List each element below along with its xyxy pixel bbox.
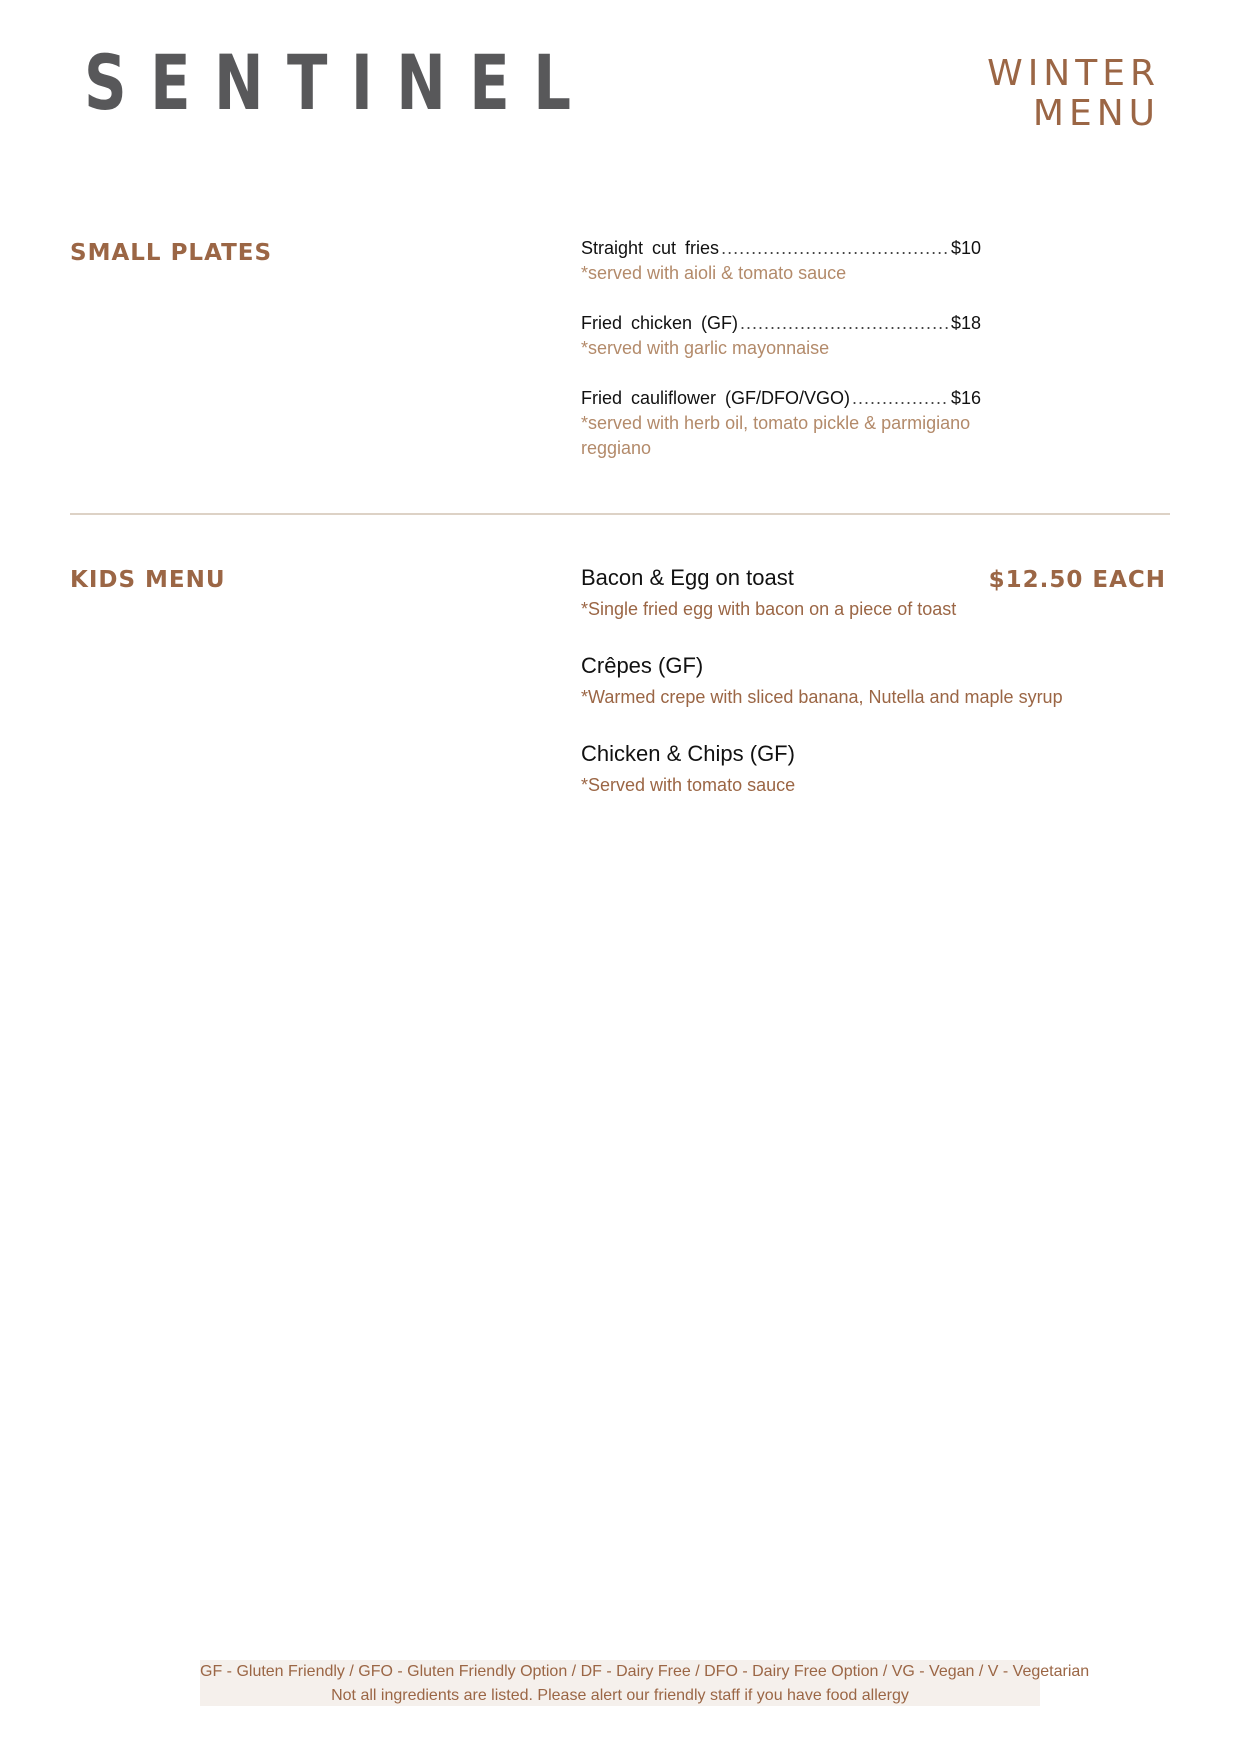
item-name: Fried cauliflower (GF/DFO/VGO)	[581, 388, 851, 408]
kids-item-name: Chicken & Chips (GF)	[581, 741, 795, 766]
section-title-small-plates: SMALL PLATES	[70, 240, 273, 266]
kids-item-description: *Warmed crepe with sliced banana, Nutella and maple syrup	[581, 687, 1063, 707]
allergy-note: Not all ingredients are listed. Please alert our friendly staff if you have food allergy	[331, 1687, 909, 1704]
kids-item-description: *Single fried egg with bacon on a piece of toast	[581, 599, 957, 619]
brand-logo: SENTINEL	[84, 38, 595, 127]
item-price: $18	[950, 313, 981, 333]
kids-item-name: Bacon & Egg on toast	[581, 565, 794, 590]
menu-item	[581, 385, 981, 461]
section-title-kids-menu: KIDS MENU	[70, 567, 226, 593]
dot-leader	[852, 385, 949, 411]
dot-leader	[721, 235, 949, 261]
kids-item-name: Crêpes (GF)	[581, 653, 704, 678]
dot-leader	[740, 310, 949, 336]
menu-title-line2: MENU	[1032, 93, 1160, 134]
item-price: $16	[950, 388, 981, 408]
item-price: $10	[950, 238, 981, 258]
dietary-legend: GF - Gluten Friendly / GFO - Gluten Friendly Option / DF - Dairy Free / DFO - Dairy Free Option / VG - Vegan / V - Vegetarian	[200, 1663, 1090, 1680]
item-description: *served with garlic mayonnaise	[581, 338, 830, 358]
section-divider	[70, 513, 1170, 515]
item-description: *served with aioli & tomato sauce	[581, 263, 847, 283]
item-name: Straight cut fries	[581, 238, 720, 258]
kids-item-description: *Served with tomato sauce	[581, 775, 796, 795]
menu-item	[581, 235, 981, 286]
item-name: Fried chicken (GF)	[581, 313, 739, 333]
menu-title-line1: WINTER	[987, 53, 1160, 94]
footer-note	[200, 1660, 1090, 1706]
menu-title	[987, 54, 1160, 134]
kids-menu-price: $12.50 EACH	[988, 567, 1166, 593]
menu-item	[581, 310, 981, 361]
item-description: *served with herb oil, tomato pickle & parmigiano reggiano	[581, 413, 971, 458]
